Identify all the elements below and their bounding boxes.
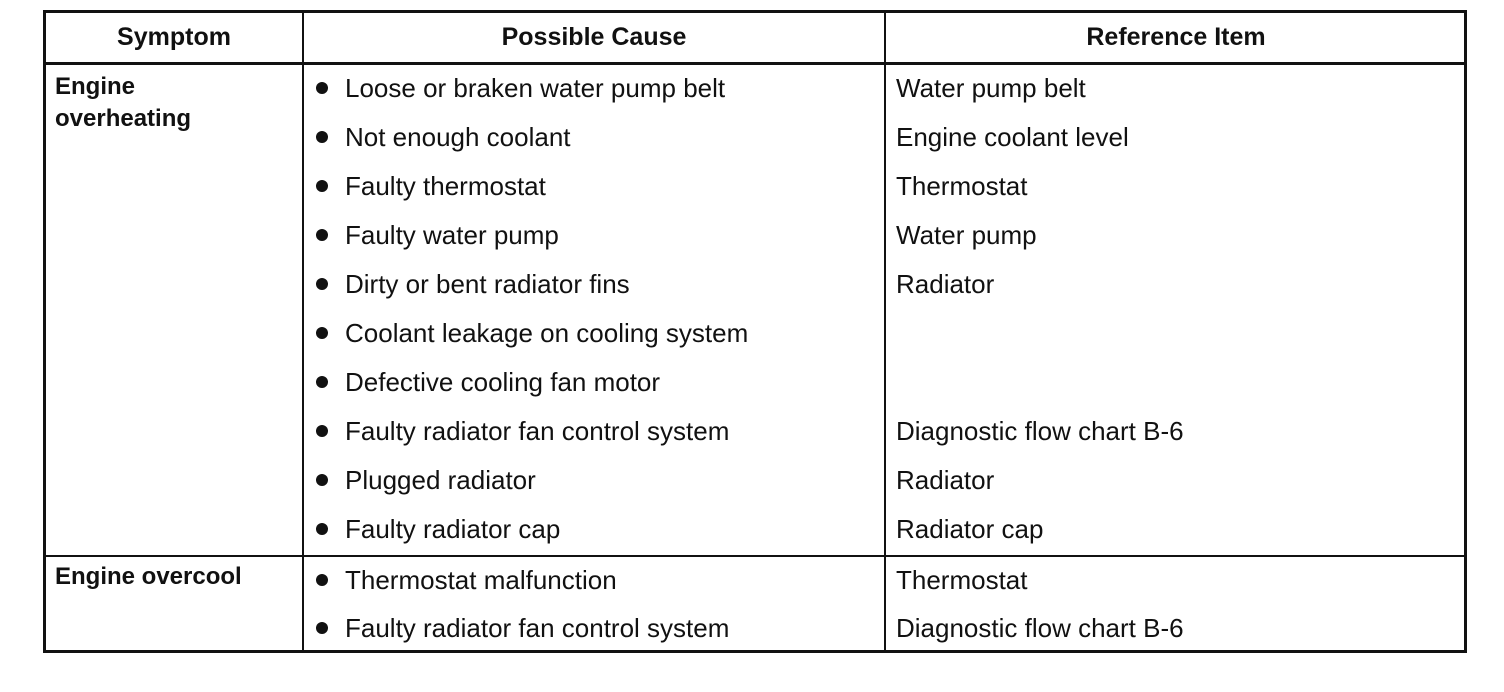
cause-text: Loose or braken water pump belt: [345, 73, 726, 103]
bullet-icon: [316, 376, 328, 388]
cause-text: Faulty radiator cap: [345, 514, 561, 544]
cause-text: Thermostat malfunction: [345, 565, 617, 595]
table-row: [46, 506, 1464, 555]
bullet-icon: [316, 82, 328, 94]
table-row: [46, 65, 1464, 114]
cause-text: Faulty radiator fan control system: [345, 416, 730, 446]
reference-text: Water pump belt: [896, 73, 1086, 103]
reference-text: Thermostat: [896, 565, 1028, 595]
reference-text: Thermostat: [896, 171, 1028, 201]
bullet-icon: [316, 474, 328, 486]
table-row: [46, 408, 1464, 457]
table-row: [46, 605, 1464, 654]
reference-text: Diagnostic flow chart B-6: [896, 416, 1184, 446]
bullet-icon: [316, 425, 328, 437]
table-row: [46, 359, 1464, 408]
reference-text: Diagnostic flow chart B-6: [896, 613, 1184, 643]
table-row: [46, 163, 1464, 212]
table-row: [46, 261, 1464, 310]
bullet-icon: [316, 278, 328, 290]
bullet-icon: [316, 574, 328, 586]
bullet-icon: [316, 131, 328, 143]
symptom-group-overcool: [46, 557, 1464, 650]
bullet-icon: [316, 622, 328, 634]
cause-text: Plugged radiator: [345, 465, 536, 495]
table-row: [46, 310, 1464, 359]
table-row: [46, 114, 1464, 163]
table-row: [46, 212, 1464, 261]
cause-text: Faulty water pump: [345, 220, 559, 250]
bullet-icon: [316, 327, 328, 339]
reference-text: Engine coolant level: [896, 122, 1129, 152]
reference-text: Radiator cap: [896, 514, 1044, 544]
reference-text: Radiator: [896, 269, 995, 299]
troubleshooting-table: [43, 10, 1467, 653]
header-reference-item: Reference Item: [1086, 23, 1266, 51]
symptom-group-overheating: [46, 65, 1464, 557]
cause-text: Faulty thermostat: [345, 171, 546, 201]
symptom-label: Engine overcool: [55, 563, 242, 590]
table-row: [46, 457, 1464, 506]
table-row: [46, 557, 1464, 606]
header-symptom: Symptom: [117, 23, 231, 51]
cause-text: Coolant leakage on cooling system: [345, 318, 749, 348]
reference-text: Radiator: [896, 465, 995, 495]
bullet-icon: [316, 523, 328, 535]
cause-text: Faulty radiator fan control system: [345, 613, 730, 643]
reference-text: Water pump: [896, 220, 1037, 250]
header-possible-cause: Possible Cause: [501, 23, 687, 51]
cause-text: Dirty or bent radiator fins: [345, 269, 630, 299]
bullet-icon: [316, 180, 328, 192]
symptom-label: Engine overheating: [55, 73, 192, 132]
table-header-row: [46, 13, 1464, 65]
cause-text: Not enough coolant: [345, 122, 571, 152]
bullet-icon: [316, 229, 328, 241]
cause-text: Defective cooling fan motor: [345, 367, 661, 397]
